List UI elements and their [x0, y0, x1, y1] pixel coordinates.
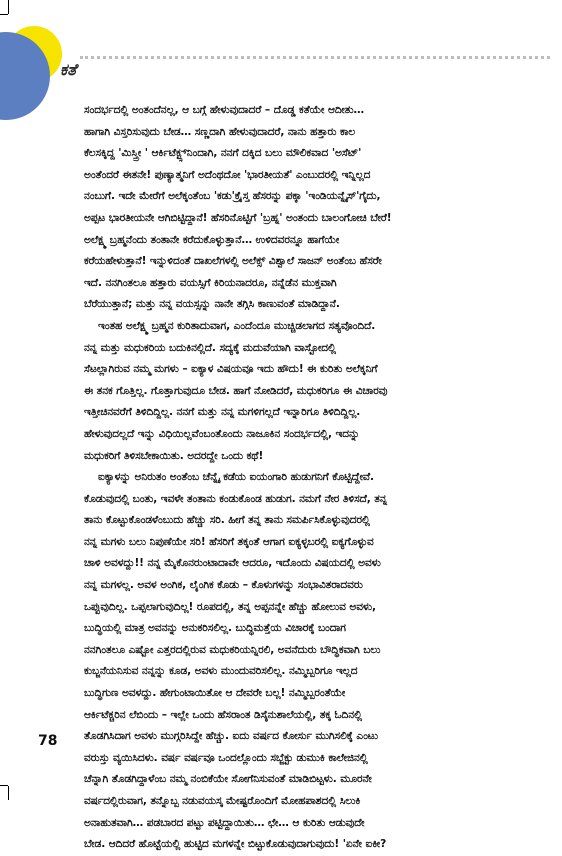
- crop-mark-top-left: [8, 0, 9, 14]
- crop-mark-bottom-left: [8, 786, 9, 800]
- section-label: ಕತೆ: [60, 60, 77, 79]
- dotted-header-rule: [80, 56, 550, 59]
- paragraph: ಇಂತಹ ಅಲೆಕ್ಷ್ಮ ಬ್ರಹ್ಮನ ಕುರಿತಾದುವಾಗ, ಎಂದೆಂದೂ ಮುಚ್ಚಿಡಲಾಗದ ಸತ್ಯವೊಂದಿದೆ. ನನ್ನ ಮತ್ತು ಮಧುಕರಿಯ ಬದುಕಿನಲ್ಲಿದೆ. ಸದ್ಯಕ್ಕೆ ಮದುವೆಯಾಗಿ ವಾಸ್ಟೋದಲ್ಲಿ ಸೆಟಲ್ಲಾಗಿರುವ ನಮ್ಮ ಮಗಳು – ಐಕ್ಯಾಳ ವಿಷಯವೂ ಇದು ಹೌದು! ಈ ಕುರಿತು ಅಲೆಕ್ಕನಿಗೆ ಈ ತನಕ ಗೊತ್ತಿಲ್ಲ. ಗೊತ್ತಾಗುವುದೂ ಬೇಡ. ಹಾಗೆ ನೋಡಿದರೆ, ಮಧುಕರಿಗೂ ಈ ವಿಚಾರವು ಇತ್ತೀಚಿನವರೆಗೆ ತಿಳಿದಿದ್ದಿಲ್ಲ. ನನಗೆ ಮತ್ತು ನನ್ನ ಮಗಳಿಗಲ್ಲದೆ ಇನ್ನಾರಿಗೂ ತಿಳಿದಿದ್ದಿಲ್ಲ. ಹೇಳುವುದಲ್ಲದೆ ಇನ್ನು ವಿಧಿಯಿಲ್ಲವೆಂಬಂತೊಂದು ನಾಜೂಕಿನ ಸಂದರ್ಭದಲ್ಲಿ, ಇದನ್ನು ಮಧುಕರಿಗೆ ತಿಳಿಸಬೇಕಾಯಿತು. ಅದರದ್ದೇ ಒಂದು ಕಥೆ!: [84, 319, 388, 462]
- article-body: [84, 100, 539, 856]
- crop-mark-top-left-h: [0, 14, 8, 15]
- crop-mark-bottom-left-h: [0, 785, 8, 786]
- paragraph: ಐಕ್ಯಾಳನ್ನು ಅನಿರುತಂ ಅಂತೆಂಬ ಚೆನ್ನೈ ಕಡೆಯ ಐಯಂಗಾರಿ ಹುಡುಗನಿಗೆ ಕೊಟ್ಟಿದ್ದೇವೆ. ಕೊಡುವುದಲ್ಲಿ ಬಂತು, ಇವಳೇ ತಂತಾನು ಕಂಡುಕೊಂಡ ಹುಡುಗ. ನಮಗೆ ನೇರ ತಿಳಿಸದೆ, ತನ್ನ ತಾನು ಕೊಟ್ಟುಕೊಂಡಳೆಂಬುದು ಹೆಚ್ಚು ಸರಿ. ಹೀಗೆ ತನ್ನ ತಾನು ಸಮರ್ಪಿಸಿಕೊಳ್ಳುವುದರಲ್ಲಿ ನನ್ನ ಮಗಳು ಬಲು ನಿಪುಣೆಯೇ ಸರಿ! ಹೆಸರಿಗೆ ತಕ್ಕಂತೆ ಆಗಾಗ ಐಕ್ಯಳ್ಳಬರಲ್ಲಿ ಐಕ್ಯಗೊಳ್ಳುವ ಚಾಳಿ ಅವಳದ್ದು!! ನನ್ನ ಮೈಕೊನರುಂಟಾದಾವೇ ಆದರೂ, ಇದೊಂದು ವಿಷಯದಲ್ಲಿ ಅವಳು ನನ್ನ ಮಗಳಲ್ಲ. ಅವಳ ಅಂಗಿಕ, ಲೈಂಗಿಕ ಕೊಡು – ಕೊಳುಗಳನ್ನು ಸಂಭಾವಿತರಾದವರು ಒಪ್ಪುವುದಿಲ್ಲ. ಒಪ್ಪಲಾಗುವುದಿಲ್ಲ! ರೂಪದಲ್ಲಿ, ತನ್ನ ಅಪ್ಪನನ್ನೇ ಹೆಚ್ಚು ಹೋಲುವ ಅವಳು, ಬುದ್ಧಿಯಲ್ಲಿ ಮಾತ್ರ ಅವನನ್ನು ಅನುಕರಿಸಲಿಲ್ಲ. ಬುದ್ಧಿಮತ್ತೆಯ ವಿಚಾರಕ್ಕೆ ಬಂದಾಗ ನನಗಿಂತಲೂ ಎಷ್ಟೋ ಎತ್ತರದಲ್ಲಿರುವ ಮಧುಕರಿಯನ್ನಿರಲಿ, ಅವನೆದುರು ಬೌದ್ಧಿಕವಾಗಿ ಬಲು ಕುಬ್ಜನೆಯನಿಸುವ ನನ್ನನ್ನು ಕೂಡ, ಅವಳು ಮುಂದುವರಿಸಲಿಲ್ಲ. ನಮ್ಮಿಬ್ಬರಿಗೂ ಇಲ್ಲದ ಬುದ್ಧಿಗುಣ ಅವಳದ್ದು. ಹೇಗುಂಟಾಯಿತೋ ಆ ದೇವರೇ ಬಲ್ಲ! ನಮ್ಮಿಬ್ಬರಂತೆಯೇ ಆರ್ಕಿಟೆಕ್ಚರಿನ ಲೆಬಿಂದು – ಇಲ್ಲೇ ಒಂದು ಹೆಸರಾಂತ ಡಿಸೈನುಶಾಲೆಯಲ್ಲಿ, ತಕ್ಕ ಓದಿನಲ್ಲಿ ತೊಡಗಿಸಿದಾಗ ಅವಳು ಮುಗ್ಗರಿಸಿದ್ದೇ ಹೆಚ್ಚು. ಐದು ವರ್ಷದ ಕೋರ್ಸು ಮುಗಿಸಲಿಕ್ಕೆ ಎಂಟು ವರುಸ್ತು ವ್ಯಯಿಸಿದಳು. ವರ್ಷ ವರ್ಷವೂ ಒಂದಲ್ಲೊಂದು ಸಬ್ಜೆಕ್ಟು ಡುಮುಕಿ ಕಾಲೇಜಿನಲ್ಲಿ ಚೆನ್ನಾಗಿ ತೊಡಗಿದ್ದಾಳೆಂಬ ನಮ್ಮ ನಂಬಿಕೆಯೇ ಸೋಗೆನಿಸುವಂತೆ ಮಾಡಿಬಿಟ್ಟಳು. ಮೂರನೇ ವರ್ಷದಲ್ಲಿರುವಾಗ, ತನ್ನೊಬ್ಬ ನಡುವಯಸ್ಕ ಮೇಷ್ಟರೊಂದಿಗೆ ಮೋಹಪಾಶದಲ್ಲಿ ಸಿಲುಕಿ ಅನಾಹುತವಾಗಿ… ಪಡಬಾರದ ಪಟ್ಟು ಪಟ್ಟಿದ್ದಾಯಿತು… ಛೇ… ಆ ಕುರಿತು ಆಡುವುದೇ ಬೇಡ. ಆದಿದರೆ ಹೊಟ್ಟೆಯಲ್ಲಿ ಹುಟ್ಟಿದ ಮಗಳನ್ನೇ ಬಿಟ್ಟುಕೊಡುವುದಾಗುವುದು! 'ಏನೇ ಐಕೀ?: [84, 471, 388, 851]
- paragraph: ಸಂದರ್ಭದಲ್ಲಿ ಅಂತಂದೆನಲ್ಲ, ಆ ಬಗ್ಗೆ ಹೇಳುವುದಾದರೆ – ದೊಡ್ಡ ಕತೆಯೇ ಆದೀತು… ಹಾಗಾಗಿ ವಿಸ್ತರಿಸುವುದು ಬೇಡ… ಸಣ್ಣದಾಗಿ ಹೇಳುವುದಾದರೆ, ನಾನು ಹತ್ತಾರು ಕಾಲ ಕೆಲಸಕ್ಕಿದ್ದ 'ಮಿಸ್ತ್ರೀ ' ಆರ್ಕಿಟೆಕ್ಟ್ಸ್‌ನಿಂದಾಗಿ, ನನಗೆ ದಕ್ಕಿದ ಬಲು ಮೌಲಿಕವಾದ 'ಅಸೆಟ್' ಅಂತೆಂದರೆ ಈತನೇ! ಪುಣ್ಯಾತ್ಮನಿಗೆ ಅದೆಂಥದೋ 'ಭಾರತೀಯತೆ' ಎಂಬುದರಲ್ಲಿ ಇನ್ನಿಲ್ಲದ ನಂಬುಗೆ. ಇದೇ ಮೇರೆಗೆ ಅಲೆಕ್ಕಂತೆಂಬ 'ಕಡು'ಕ್ರೈಸ್ತ ಹೆಸರನ್ನು ಪಕ್ಕಾ 'ಇಂಡಿಯನ್ನೈಸ್'ಗೈದು, ಅಪ್ಪಟ ಭಾರತೀಯನೇ ಆಗಿಬಿಟ್ಟಿದ್ದಾನೆ! ಹೆಸರಿನೊಟ್ಟಿಗೆ 'ಬ್ರಹ್ನ' ಅಂತಂದು ಬಾಲಂಗೋಚಿ ಬೇರೆ! ಅಲೆಕ್ಷ್ಮ ಬ್ರಹ್ಮನೆಂದು ತಂತಾನೇ ಕರೆದುಕೊಳ್ಳುತ್ತಾನೆ… ಉಳಿದವರನ್ನೂ ಹಾಗೆಯೇ ಕರೆಯಹೇಳುತ್ತಾನೆ! ಇನ್ನುಳಿದಂತೆ ದಾಖಲೆಗಳಲ್ಲಿ ಅಲೆಕ್ಸ್ ವಿಶ್ವಾಲೆ ಸಾಜನ್ ಅಂತೆಂಬ ಹೆಸರೇ ಇದೆ. ನನಗಿಂತಲೂ ಹತ್ತಾರು ವಯಸ್ಸಿಗೆ ಕಿರಿಯನಾದರೂ, ನನ್ನೆಡೆನ ಮುಕ್ತವಾಗಿ ಬೆರೆಯುತ್ತಾನೆ; ಮತ್ತು ನನ್ನ ವಯಸ್ಸನ್ನು ನಾನೇ ತಗ್ಗಿಸಿ ಕಾಣುವಂತೆ ಮಾಡಿದ್ದಾನೆ.: [84, 104, 392, 311]
- page-number: 78: [38, 733, 58, 749]
